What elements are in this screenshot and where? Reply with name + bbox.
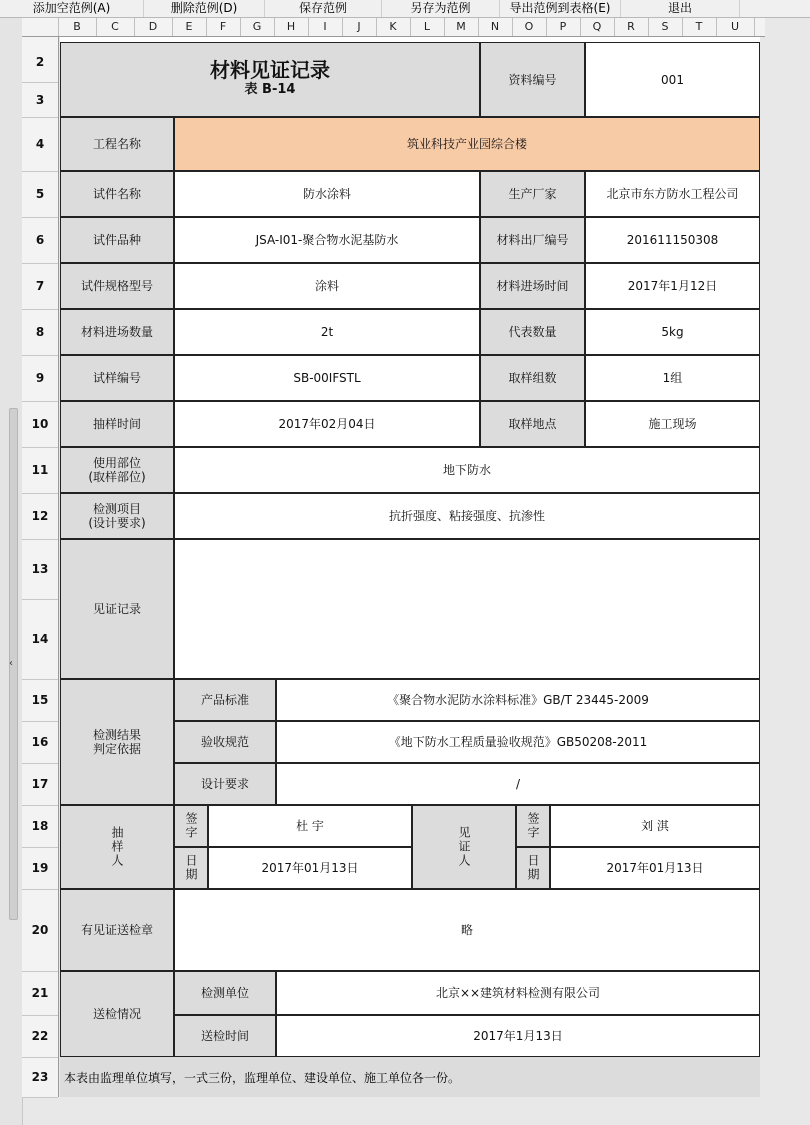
column-header[interactable]: N: [478, 18, 513, 36]
sampler-label-text: 抽样人: [110, 826, 124, 868]
row-header-bar: [22, 37, 59, 1097]
factory-no-label: 材料出厂编号: [480, 217, 585, 263]
column-header[interactable]: K: [376, 18, 411, 36]
exit-button[interactable]: 退出: [621, 0, 740, 17]
column-header[interactable]: T: [682, 18, 717, 36]
manufacturer-label: 生产厂家: [480, 171, 585, 217]
sample-name-label: 试件名称: [60, 171, 174, 217]
row-header[interactable]: 14: [22, 599, 58, 680]
column-header[interactable]: G: [240, 18, 275, 36]
doc-no-label: 资料编号: [480, 42, 585, 117]
seal-value[interactable]: 略: [174, 889, 760, 971]
column-header[interactable]: P: [546, 18, 581, 36]
row-header[interactable]: 7: [22, 263, 58, 310]
entry-qty-label: 材料进场数量: [60, 309, 174, 355]
column-header[interactable]: F: [206, 18, 241, 36]
project-label: 工程名称: [60, 117, 174, 171]
save-example-button[interactable]: 保存范例: [265, 0, 382, 17]
test-items-label-line1: 检测项目: [92, 502, 141, 516]
sampler-sign-label-text: 签字: [184, 812, 198, 840]
column-header[interactable]: M: [444, 18, 479, 36]
form-subtitle: 表 B-14: [244, 81, 296, 97]
witness-record-value[interactable]: [174, 539, 760, 679]
variety-value[interactable]: JSA-I01-聚合物水泥基防水: [174, 217, 480, 263]
witness-date-label-text: 日期: [526, 854, 540, 882]
row-header[interactable]: 20: [22, 889, 58, 972]
column-header[interactable]: I: [308, 18, 343, 36]
submit-label: 送检情况: [60, 971, 174, 1057]
left-gutter: [0, 18, 23, 1125]
column-header[interactable]: C: [96, 18, 135, 36]
entry-time-label: 材料进场时间: [480, 263, 585, 309]
export-to-sheet-button[interactable]: 导出范例到表格(E): [500, 0, 621, 17]
spec-value[interactable]: 涂料: [174, 263, 480, 309]
add-blank-example-button[interactable]: 添加空范例(A): [0, 0, 144, 17]
basis-label-line2: 判定依据: [92, 742, 141, 756]
submit-time-label: 送检时间: [174, 1015, 276, 1057]
groups-value[interactable]: 1组: [585, 355, 760, 401]
test-items-label-line2: (设计要求): [88, 516, 146, 530]
column-header[interactable]: J: [342, 18, 377, 36]
manufacturer-value[interactable]: 北京市东方防水工程公司: [585, 171, 760, 217]
row-header[interactable]: 15: [22, 679, 58, 722]
row-header[interactable]: 2: [22, 42, 58, 83]
row-header[interactable]: 17: [22, 763, 58, 806]
basis-label-line1: 检测结果: [92, 728, 141, 742]
row-header[interactable]: 18: [22, 805, 58, 848]
column-header[interactable]: E: [172, 18, 207, 36]
basis-label: [60, 679, 174, 805]
submit-time-value[interactable]: 2017年1月13日: [276, 1015, 760, 1057]
sample-no-label: 试样编号: [60, 355, 174, 401]
rep-qty-value[interactable]: 5kg: [585, 309, 760, 355]
column-header[interactable]: H: [274, 18, 309, 36]
sampler-date-label-text: 日期: [184, 854, 198, 882]
witness-label: [412, 805, 516, 889]
row-header[interactable]: 10: [22, 401, 58, 448]
witness-date-value[interactable]: 2017年01月13日: [550, 847, 760, 889]
spec-label: 试件规格型号: [60, 263, 174, 309]
form-title: 材料见证记录: [210, 57, 330, 82]
sampler-date-value[interactable]: 2017年01月13日: [208, 847, 412, 889]
row-header[interactable]: 13: [22, 539, 58, 600]
sampling-time-value[interactable]: 2017年02月04日: [174, 401, 480, 447]
delete-example-button[interactable]: 删除范例(D): [144, 0, 265, 17]
column-header[interactable]: U: [716, 18, 755, 36]
row-header[interactable]: 5: [22, 171, 58, 218]
row-header[interactable]: 23: [22, 1057, 58, 1098]
accept-spec-label: 验收规范: [174, 721, 276, 763]
product-std-value[interactable]: 《聚合物水泥防水涂料标准》GB/T 23445-2009: [276, 679, 760, 721]
column-header[interactable]: B: [58, 18, 97, 36]
row-header[interactable]: 11: [22, 447, 58, 494]
accept-spec-value[interactable]: 《地下防水工程质量验收规范》GB50208-2011: [276, 721, 760, 763]
use-part-label-line1: 使用部位: [92, 456, 141, 470]
select-all-corner[interactable]: [22, 18, 59, 36]
design-req-label: 设计要求: [174, 763, 276, 805]
column-header[interactable]: D: [134, 18, 173, 36]
witness-sign-label: [516, 805, 550, 847]
entry-time-value[interactable]: 2017年1月12日: [585, 263, 760, 309]
column-header[interactable]: L: [410, 18, 445, 36]
test-items-value[interactable]: 抗折强度、粘接强度、抗渗性: [174, 493, 760, 539]
row-header[interactable]: 3: [22, 82, 58, 118]
sampler-name-value[interactable]: 杜 宇: [208, 805, 412, 847]
sampling-place-label: 取样地点: [480, 401, 585, 447]
toolbar: [0, 0, 810, 18]
groups-label: 取样组数: [480, 355, 585, 401]
entry-qty-value[interactable]: 2t: [174, 309, 480, 355]
factory-no-value[interactable]: 201611150308: [585, 217, 760, 263]
witness-sign-label-text: 签字: [526, 812, 540, 840]
row-header[interactable]: 6: [22, 217, 58, 264]
sheet-empty-area: [60, 1097, 765, 1125]
column-header[interactable]: R: [614, 18, 649, 36]
row-header[interactable]: 12: [22, 493, 58, 540]
sample-name-value[interactable]: 防水涂料: [174, 171, 480, 217]
doc-no-value[interactable]: 001: [585, 42, 760, 117]
column-header[interactable]: S: [648, 18, 683, 36]
use-part-label-line2: (取样部位): [88, 470, 146, 484]
title-cell[interactable]: [60, 42, 480, 117]
test-items-label: [60, 493, 174, 539]
row-header[interactable]: 19: [22, 847, 58, 890]
sampler-date-label: [174, 847, 208, 889]
column-header-bar: [22, 18, 765, 37]
product-std-label: 产品标准: [174, 679, 276, 721]
sample-no-value[interactable]: SB-00IFSTL: [174, 355, 480, 401]
footer-note[interactable]: 本表由监理单位填写，一式三份，监理单位、建设单位、施工单位各一份。: [60, 1057, 760, 1097]
lab-value[interactable]: 北京××建筑材料检测有限公司: [276, 971, 760, 1015]
row-header[interactable]: 4: [22, 117, 58, 172]
variety-label: 试件品种: [60, 217, 174, 263]
sampling-place-value[interactable]: 施工现场: [585, 401, 760, 447]
sampler-sign-label: [174, 805, 208, 847]
row-header[interactable]: 16: [22, 721, 58, 764]
form-sheet: [60, 37, 760, 1097]
witness-label-text: 见证人: [457, 826, 471, 868]
row-header[interactable]: 22: [22, 1015, 58, 1058]
witness-date-label: [516, 847, 550, 889]
column-header[interactable]: Q: [580, 18, 615, 36]
sampler-label: [60, 805, 174, 889]
witness-name-value[interactable]: 刘 淇: [550, 805, 760, 847]
column-header[interactable]: O: [512, 18, 547, 36]
seal-label: 有见证送检章: [60, 889, 174, 971]
row-header[interactable]: 8: [22, 309, 58, 356]
rep-qty-label: 代表数量: [480, 309, 585, 355]
sampling-time-label: 抽样时间: [60, 401, 174, 447]
use-part-value[interactable]: 地下防水: [174, 447, 760, 493]
witness-record-label: 见证记录: [60, 539, 174, 679]
lab-label: 检测单位: [174, 971, 276, 1015]
project-value[interactable]: 筑业科技产业园综合楼: [174, 117, 760, 171]
use-part-label: [60, 447, 174, 493]
design-req-value[interactable]: /: [276, 763, 760, 805]
row-header[interactable]: 9: [22, 355, 58, 402]
collapse-arrow-icon[interactable]: ‹: [9, 658, 13, 669]
row-header[interactable]: 21: [22, 971, 58, 1016]
save-as-example-button[interactable]: 另存为范例: [382, 0, 500, 17]
